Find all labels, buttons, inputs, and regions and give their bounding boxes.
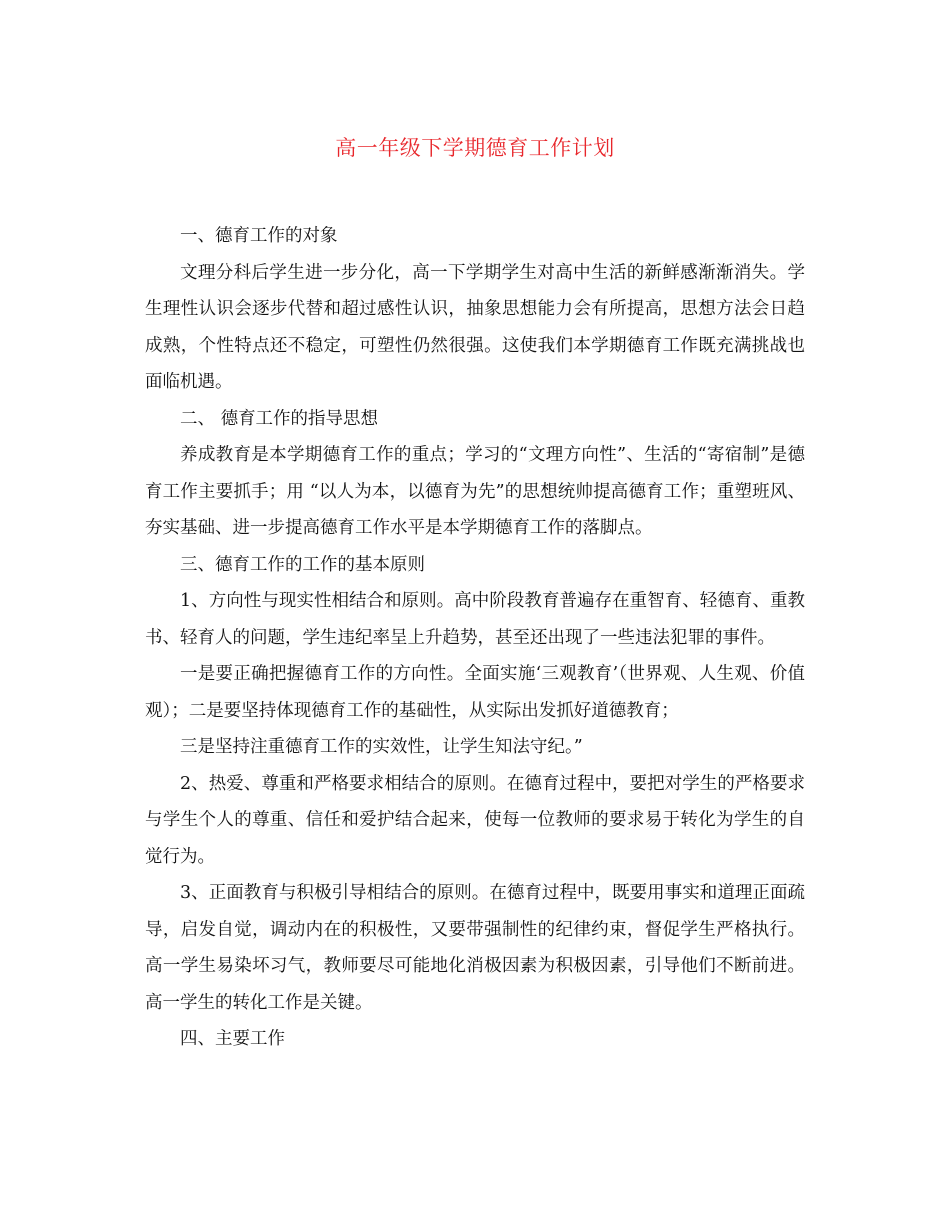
paragraph: 三是坚持注重德育工作的实效性，让学生知法守纪。” [180, 737, 583, 757]
document-title: 高一年级下学期德育工作计划 [335, 136, 615, 160]
paragraph: 3、正面教育与积极引导相结合的原则。在德育过程中，既要用事实和道理正面疏导，启发自觉，调动内在的积极性，又要带强制性的纪律约束，督促学生严格执行。高一学生易染坏习气，教师要尽可能地化消极因素为积极因素，引导他们不断前进。高一学生的转化工作是关键。 [145, 883, 805, 1013]
paragraph: 一是要正确把握德育工作的方向性。全面实施‘三观教育’（世界观、人生观、价值观）；二是要坚持体现德育工作的基础性，从实际出发抓好道德教育； [145, 664, 805, 721]
paragraph: 文理分科后学生进一步分化，高一下学期学生对高中生活的新鲜感渐渐消失。学生理性认识会逐步代替和超过感性认识，抽象思想能力会有所提高，思想方法会日趋成熟，个性特点还不稳定，可塑性仍然很强。这使我们本学期德育工作既充满挑战也面临机遇。 [145, 262, 805, 392]
section-heading-4: 四、主要工作 [180, 1029, 285, 1049]
section-heading-2: 二、 德育工作的指导思想 [180, 408, 379, 429]
document-body [145, 218, 805, 1058]
section-heading-1: 一、德育工作的对象 [180, 226, 338, 246]
paragraph: 2、热爱、尊重和严格要求相结合的原则。在德育过程中，要把对学生的严格要求与学生个人的尊重、信任和爱护结合起来，使每一位教师的要求易于转化为学生的自觉行为。 [145, 773, 805, 867]
paragraph: 1、方向性与现实性相结合和原则。高中阶段教育普遍存在重智育、轻德育、重教书、轻育人的问题，学生违纪率呈上升趋势，甚至还出现了一些违法犯罪的事件。 [145, 591, 805, 648]
section-heading-3: 三、德育工作的工作的基本原则 [180, 554, 425, 575]
paragraph: 养成教育是本学期德育工作的重点；学习的“文理方向性”、生活的“寄宿制”是德育工作主要抓手；用 “以人为本，以德育为先”的思想统帅提高德育工作；重塑班风、夯实基础、进一步提高德育工作水平是本学期德育工作的落脚点。 [145, 445, 805, 538]
